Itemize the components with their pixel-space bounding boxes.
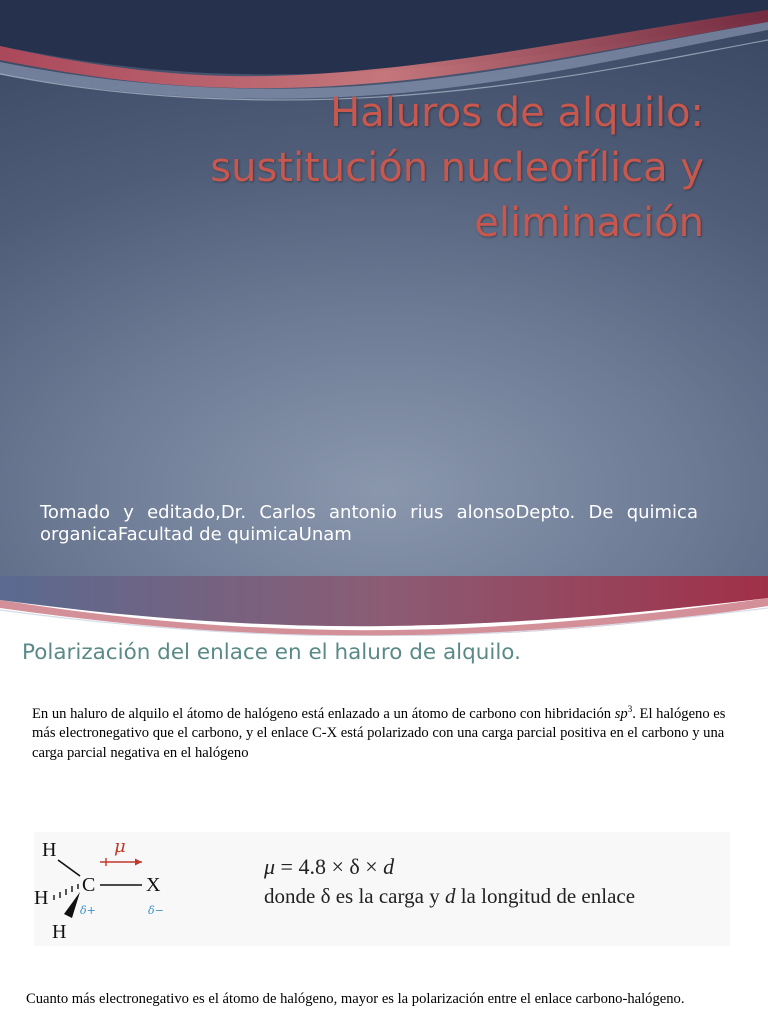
molecule-diagram [34,832,254,946]
equation-body: = 4.8 × δ × [275,854,384,879]
carbon-label: C [82,874,96,896]
h-bottom-label: H [52,921,67,943]
delta-minus-label: δ− [148,904,164,917]
hybridization-sp: sp [614,705,628,722]
electronegativity-note: Cuanto más electronegativo es el átomo de halógeno, mayor es la polarización entre el enlace carbono-halógeno. [26,991,685,1007]
title-line-1: Haluros de alquilo: [330,90,704,136]
h-left-label: H [34,887,49,909]
delta-plus-label: δ+ [80,904,96,917]
title-line-3: eliminación [474,200,704,246]
content-slide [0,576,768,1024]
explanation-paragraph [32,700,732,763]
dipole-equation [264,854,394,880]
hashed-wedge-bond [54,884,78,900]
author-credit: Tomado y editado,Dr. Carlos antonio rius alonsoDepto. De quimica organicaFacultad de quimicaUnam [40,502,698,545]
equation-legend [264,884,635,909]
dipole-figure [34,832,730,946]
dipole-arrow-head [135,859,142,866]
equation-d: d [383,854,395,879]
paragraph-text-b: . El halógeno es más electronegativo que el carbono, y el enlace C-X está polarizado con una carga parcial positiva en el carbono y una carga parcial negativa en el halógeno [32,705,726,761]
solid-wedge-bond [64,892,80,918]
slide-subtitle: Polarización del enlace en el haluro de alquilo. [22,640,521,665]
legend-d: d [444,884,456,908]
paragraph-text-a: En un haluro de alquilo el átomo de halógeno está enlazado a un átomo de carbono con hibridación [32,705,615,722]
hybridization-superscript: 3 [627,704,633,714]
legend-text-b: la longitud de enlace [455,884,636,908]
legend-text-a: donde δ es la carga y [264,884,445,908]
bond-h-top [58,860,80,876]
equation-mu: μ [264,854,276,879]
title-line-2: sustitución nucleofílica y [210,145,704,191]
dipole-mu-label: μ [114,836,126,857]
halogen-label: X [146,874,161,896]
h-top-label: H [42,839,57,861]
decorative-waves-top [0,576,768,636]
slide-title [64,86,704,251]
